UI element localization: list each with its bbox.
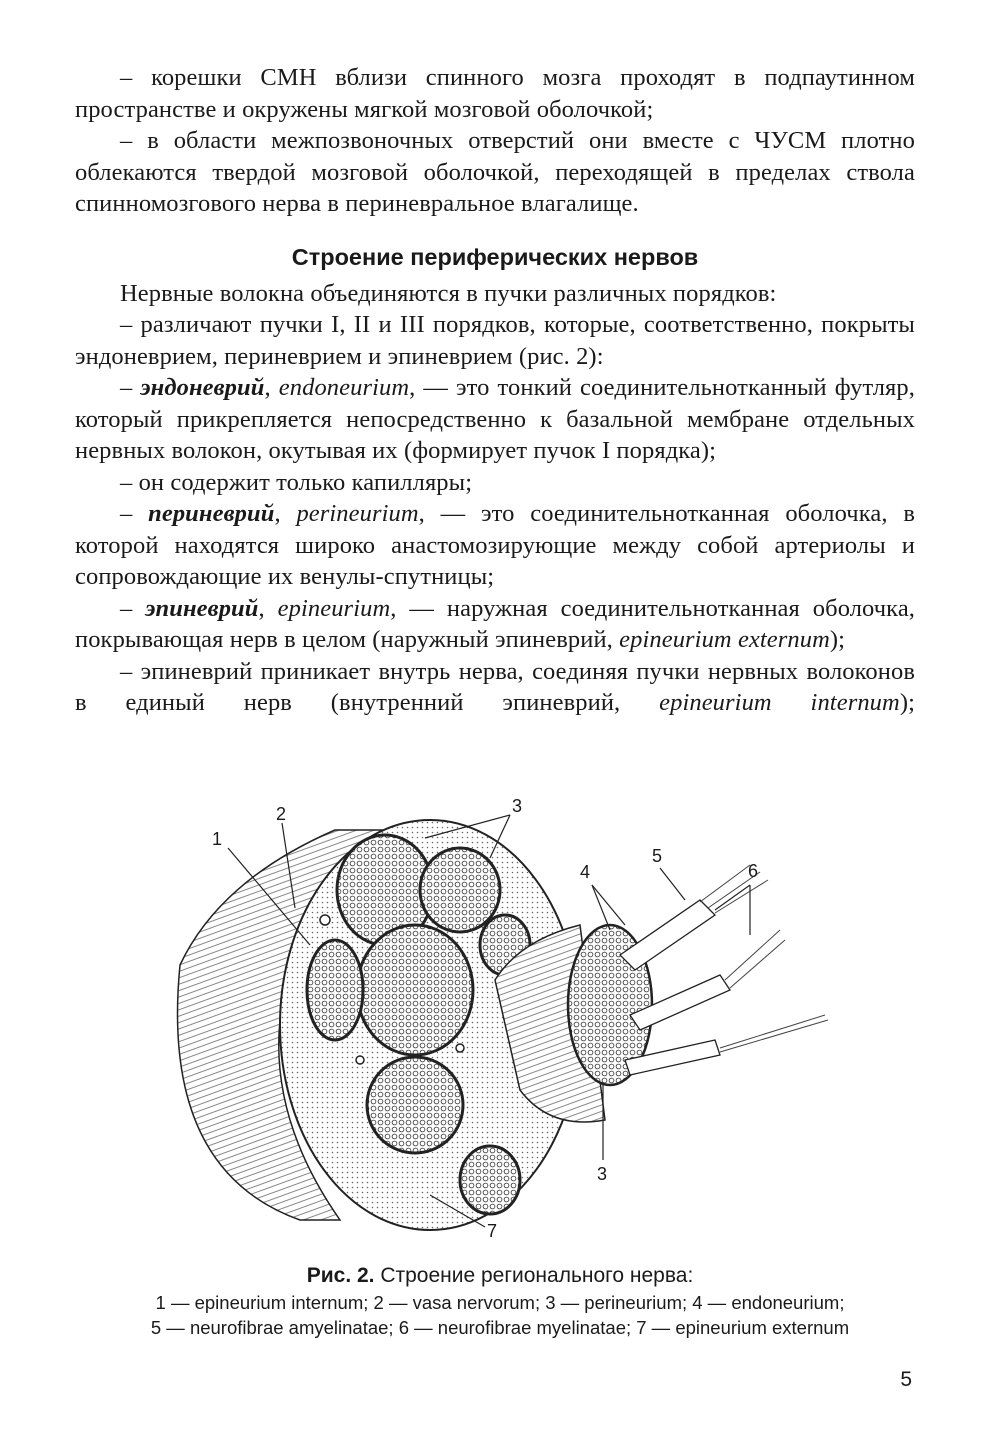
dash: – [120,500,149,527]
paragraph-perineurium [75,498,915,593]
caption-number: Рис. 2. [306,1264,375,1287]
latin-epineurium: epineurium [277,594,391,622]
fiber [620,900,715,970]
leader-line [592,885,610,930]
fascicle [307,940,363,1040]
leader-line [660,868,685,900]
fascicle [460,1146,520,1214]
text-column [75,62,915,719]
fiber-strand [720,1020,828,1052]
closing: ); [899,689,915,716]
fascicle [357,925,473,1055]
term-epineurium: эпиневрий [145,594,259,622]
caption-legend-line-2: 5 — neurofibrae amyelinatae; 6 — neurofibrae myelinatae; 7 — epineurium externum [150,1317,850,1338]
paragraph-fibers: Нервные волокна объединяются в пучки различных порядков: [120,279,777,307]
paragraph-endoneurium [75,372,915,467]
section-heading: Строение периферических нервов [291,243,699,270]
closing: ); [829,626,846,653]
definition: , — это соединительнотканная оболочка, в которой находятся широко анастомозирующие между собой артериолы и сопровождающие их венулы-спутницы; [75,500,915,590]
vessel [320,915,330,925]
separator: , [274,500,297,527]
latin-perineurium: perineurium [296,500,419,527]
label-6: 6 [748,861,759,881]
paragraph-internal-epineurium [75,656,915,719]
vessel [456,1044,464,1052]
paragraph-capillaries: – он содержит только капилляры; [120,468,473,496]
caption-legend-line-1: 1 — epineurium internum; 2 — vasa nervorum; 3 — perineurium; 4 — endoneurium; [155,1292,845,1313]
page-number: 5 [900,1368,912,1391]
leader-line [715,885,750,910]
paragraph-intervertebral: – в области межпозвоночных отверстий они вместе с ЧУСМ плотно облекаются твердой мозговой оболочкой, переходящей в пределах ствола спинномозгового нерва в периневральное влагалище. [75,127,915,217]
vessel [356,1056,364,1064]
dash: – [120,374,141,401]
nerve-illustration [160,790,860,1260]
fiber-strands [700,865,828,1052]
fascicle [420,848,500,932]
leader-line [592,885,625,925]
nerve-drawing [160,790,860,1260]
caption-title [60,1262,940,1290]
label-1: 1 [212,829,223,849]
paragraph-bundles: – различают пучки I, II и III порядков, которые, соответственно, покрыты эндоневрием, периневрием и эпиневрием (рис. 2): [75,311,915,370]
latin-epineurium-externum: epineurium externum [619,626,830,653]
label-3-top: 3 [512,796,523,816]
figure-caption [60,1262,940,1340]
label-4: 4 [580,862,591,882]
definition: – эпиневрий приникает внутрь нерва, соединяя пучки нервных волоконов в единый нерв (внутренний эпиневрий, [75,657,915,716]
fiber-strand [730,940,785,988]
fascicle [367,1057,463,1153]
separator: , [264,374,279,401]
fiber-strand [725,930,780,980]
latin-endoneurium: endoneurium [278,374,410,401]
latin-epineurium-internum: epineurium internum [659,689,900,716]
dash: – [120,594,146,622]
label-7: 7 [487,1221,498,1241]
label-3-bottom: 3 [597,1164,608,1184]
separator: , [258,594,278,622]
label-2: 2 [276,804,287,824]
fiber-strand [720,1015,825,1048]
caption-text: Строение регионального нерва: [374,1264,694,1287]
term-perineurium: периневрий [148,500,275,527]
definition: , — это тонкий соединительнотканный футляр, который прикрепляется непосредственно к базальной мембране отдельных нервных волокон, окутывая их (формирует пучок I порядка); [75,374,915,464]
paragraph-epineurium [75,593,915,656]
paragraph-roots: – корешки СМН вблизи спинного мозга проходят в подпаутинном пространстве и окружены мягкой мозговой оболочкой; [75,64,915,123]
label-5: 5 [652,846,663,866]
definition: , — наружная соединительнотканная оболочка, покрывающая нерв в целом (наружный эпиневрий, [75,594,916,653]
term-endoneurium: эндоневрий [140,374,265,401]
